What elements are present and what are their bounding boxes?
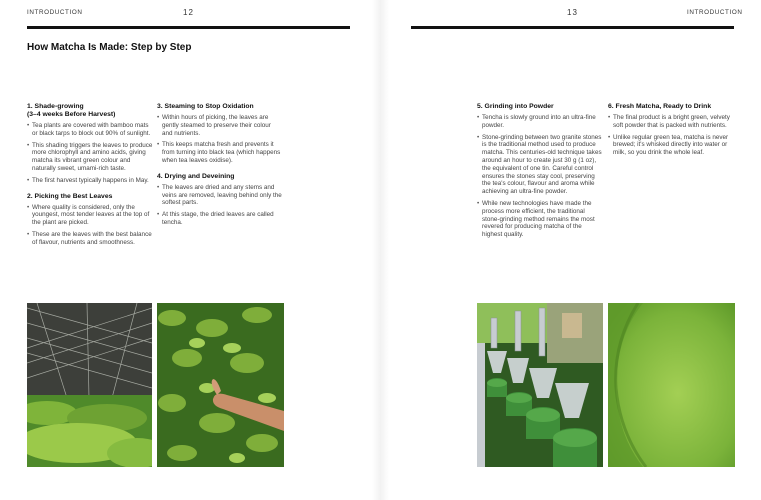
bullet: • This shading triggers the leaves to produce more chlorophyll and amino acids, giving matcha its vibrant green colour and naturally sweet, umami-rich taste. <box>27 142 153 173</box>
step-1-subtitle: (3–4 weeks Before Harvest) <box>27 111 116 118</box>
running-head: INTRODUCTION <box>27 9 83 16</box>
right-column-1 <box>477 103 603 247</box>
step-6-bullets <box>608 114 734 157</box>
bullet: • These are the leaves with the best balance of flavour, nutrients and smoothness. <box>27 231 153 247</box>
header-rule <box>411 26 734 29</box>
page-number: 13 <box>567 8 578 17</box>
step-5-title: 5. Grinding into Powder <box>477 103 554 110</box>
step-4-title: 4. Drying and Deveining <box>157 172 235 180</box>
page-title: How Matcha Is Made: Step by Step <box>27 42 192 53</box>
bullet: • Tea plants are covered with bamboo mats or black tarps to block out 90% of sunlight. <box>27 122 153 138</box>
bullet: • At this stage, the dried leaves are called tencha. <box>157 211 283 227</box>
step-1-title: 1. Shade-growing <box>27 103 84 110</box>
book-gutter <box>372 0 389 500</box>
hand-picking-tea-leaves-photo <box>157 303 284 467</box>
bullet: • Stone-grinding between two granite stones is the traditional method used to produce matcha. This centuries-old technique takes around an hour to create just 30 g (1 oz), the equivalent of one tin. Careful control ensures the stones stay cool, preserving the tea's colour, flavour and aroma while achieving an ultra-fine powder. <box>477 134 603 196</box>
bullet: • The first harvest typically happens in May. <box>27 177 153 185</box>
step-2-title: 2. Picking the Best Leaves <box>27 192 113 200</box>
left-column-1 <box>27 103 153 255</box>
running-head: INTRODUCTION <box>687 9 743 16</box>
right-column-2 <box>608 103 734 165</box>
bullet: • The final product is a bright green, velvety soft powder that is packed with nutrients. <box>608 114 734 130</box>
page-number: 12 <box>183 8 194 17</box>
step-4-bullets <box>157 184 283 227</box>
step-1-bullets <box>27 122 153 185</box>
matcha-powder-closeup-photo <box>608 303 735 467</box>
right-page <box>389 0 761 500</box>
bullet: • Tencha is slowly ground into an ultra-fine powder. <box>477 114 603 130</box>
bullet: • Within hours of picking, the leaves are gently steamed to preserve their colour and nutrients. <box>157 114 283 137</box>
step-3-title: 3. Steaming to Stop Oxidation <box>157 103 254 110</box>
bullet: • This keeps matcha fresh and prevents it from turning into black tea (which happens when tea leaves oxidise). <box>157 141 283 164</box>
left-page <box>0 0 372 500</box>
stone-grinding-mills-photo <box>477 303 603 467</box>
shade-grown-tea-field-photo <box>27 303 152 467</box>
bullet: • The leaves are dried and any stems and veins are removed, leaving behind only the softest parts. <box>157 184 283 207</box>
left-column-2 <box>157 103 283 235</box>
step-5-bullets <box>477 114 603 239</box>
bullet: • While new technologies have made the process more efficient, the traditional stone-grinding method remains the most revered for producing matcha of the highest quality. <box>477 200 603 239</box>
bullet: • Where quality is considered, only the youngest, most tender leaves at the top of the plant are picked. <box>27 204 153 227</box>
step-3-bullets <box>157 114 283 165</box>
step-heading <box>27 103 153 119</box>
step-6-title: 6. Fresh Matcha, Ready to Drink <box>608 103 712 110</box>
header-rule <box>27 26 350 29</box>
step-2-bullets <box>27 204 153 247</box>
bullet: • Unlike regular green tea, matcha is never brewed; it's whisked directly into water or milk, so you drink the whole leaf. <box>608 134 734 157</box>
